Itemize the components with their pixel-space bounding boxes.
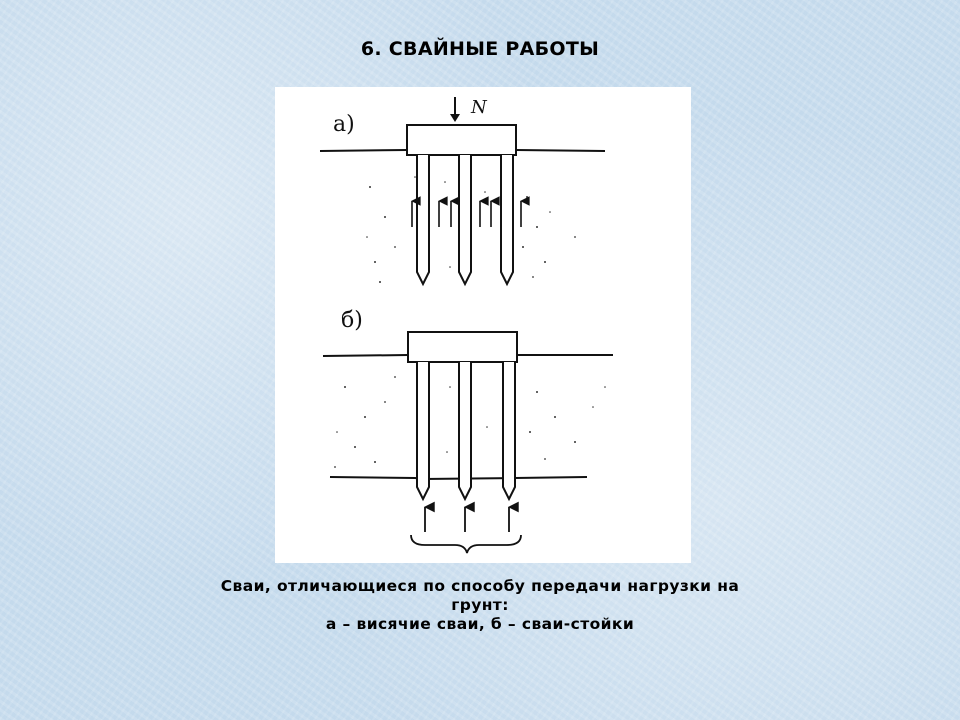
figure-caption <box>150 577 810 634</box>
reaction-arrows <box>425 507 509 532</box>
diagram-b <box>323 308 613 553</box>
caption-line-2: грунт: <box>451 596 509 614</box>
pile-cap-a <box>407 125 516 155</box>
pile-b2 <box>459 362 471 499</box>
label-a: а) <box>333 112 355 137</box>
diagram-a <box>320 97 605 284</box>
slide-title: 6. СВАЙНЫЕ РАБОТЫ <box>360 38 600 60</box>
pile-b1 <box>417 362 429 499</box>
pile-a3 <box>501 155 513 284</box>
caption-line-3: а – висячие сваи, б – сваи-стойки <box>325 615 635 633</box>
pile-a1 <box>417 155 429 284</box>
caption-line-1: Сваи, отличающиеся по способу передачи нагрузки на <box>220 577 740 595</box>
pile-diagram <box>275 87 691 563</box>
pile-cap-b <box>408 332 517 362</box>
load-label: N <box>471 97 487 118</box>
pile-a2 <box>459 155 471 284</box>
brace <box>411 535 521 553</box>
load-arrow <box>450 97 460 122</box>
pile-b3 <box>503 362 515 499</box>
label-b: б) <box>341 308 363 333</box>
